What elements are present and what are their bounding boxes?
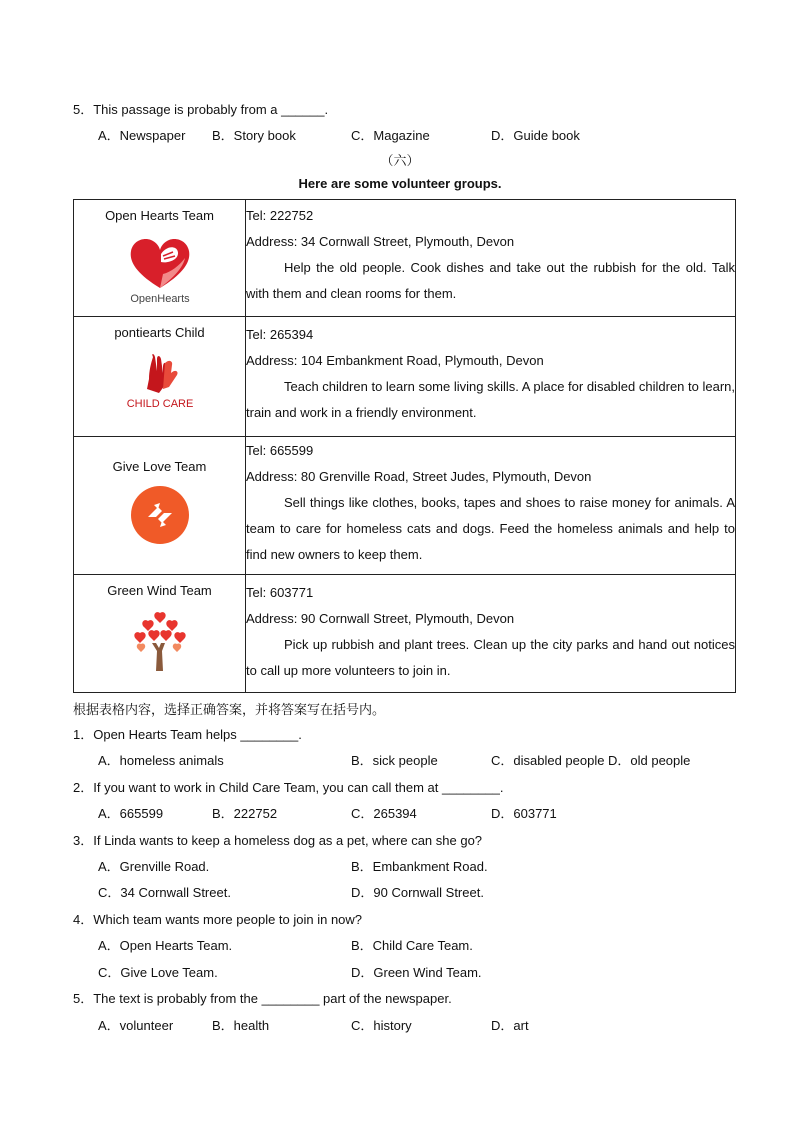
team-cell <box>74 575 246 693</box>
q1-option-d: D．old people <box>608 753 691 768</box>
team-address: Address: 80 Grenville Road, Street Judes, Plymouth, Devon <box>246 469 592 484</box>
team-description: Pick up rubbish and plant trees. Clean up the city parks and hand out notices to call up more volunteers to join in. <box>246 637 735 678</box>
team-tel: Tel: 265394 <box>246 327 314 342</box>
q5-option-a: A．volunteer <box>98 1018 174 1033</box>
open-hearts-logo-text: OpenHearts <box>129 293 190 304</box>
q2-option-b: B．222752 <box>212 806 278 821</box>
q4-option-d: D．Green Wind Team. <box>351 965 482 980</box>
team-address: Address: 104 Embankment Road, Plymouth, Devon <box>246 353 544 368</box>
team-description: Sell things like clothes, books, tapes and shoes to raise money for animals. A team to care for homeless cats and dogs. Feed the homeless animals and help to find new owners to keep them. <box>246 495 735 562</box>
section-number: （六） <box>380 153 420 168</box>
question-4: 4．Which team wants more people to join in now? <box>73 912 363 927</box>
child-care-logo-icon <box>125 349 195 413</box>
team-name: Give Love Team <box>112 459 207 474</box>
question-5: 5．The text is probably from the ________ part of the newspaper. <box>73 991 452 1006</box>
volunteer-table <box>73 199 736 693</box>
team-info-cell <box>246 575 736 693</box>
q2-option-d: D．603771 <box>491 806 557 821</box>
team-row <box>74 317 736 437</box>
prev-option-c: C．Magazine <box>351 128 430 143</box>
q2-option-a: A．665599 <box>98 806 164 821</box>
team-name: Open Hearts Team <box>105 208 214 223</box>
green-wind-tree-icon <box>130 607 190 673</box>
q2-option-c: C．265394 <box>351 806 417 821</box>
team-name: Green Wind Team <box>107 583 212 598</box>
question-3: 3．If Linda wants to keep a homeless dog as a pet, where can she go? <box>73 833 483 848</box>
q1-option-b: B．sick people <box>351 753 438 768</box>
team-address: Address: 34 Cornwall Street, Plymouth, Devon <box>246 234 515 249</box>
open-hearts-logo-icon <box>125 232 195 304</box>
prev-option-d: D．Guide book <box>491 128 580 143</box>
q3-option-d: D．90 Cornwall Street. <box>351 885 484 900</box>
q4-option-b: B．Child Care Team. <box>351 938 473 953</box>
prev-option-a: A．Newspaper <box>98 128 186 143</box>
q3-option-c: C．34 Cornwall Street. <box>98 885 231 900</box>
team-info-cell <box>246 437 736 575</box>
team-info-cell <box>246 200 736 317</box>
child-care-logo-text: CHILD CARE <box>126 398 193 410</box>
q5-option-d: D．art <box>491 1018 529 1033</box>
q5-option-b: B．health <box>212 1018 270 1033</box>
q4-option-c: C．Give Love Team. <box>98 965 218 980</box>
team-cell <box>74 437 246 575</box>
team-cell <box>74 200 246 317</box>
team-cell <box>74 317 246 437</box>
team-tel: Tel: 665599 <box>246 443 314 458</box>
instruction: 根据表格内容，选择正确答案，并将答案写在括号内。 <box>73 702 386 717</box>
team-row <box>74 575 736 693</box>
prev-option-b: B．Story book <box>212 128 296 143</box>
q5-option-c: C．history <box>351 1018 412 1033</box>
question-1: 1．Open Hearts Team helps ________. <box>73 727 302 742</box>
question-2: 2．If you want to work in Child Care Team, you can call them at ________. <box>73 780 504 795</box>
q1-option-c: C．disabled people <box>491 753 605 768</box>
q3-option-b: B．Embankment Road. <box>351 859 488 874</box>
team-tel: Tel: 603771 <box>246 585 314 600</box>
q1-option-a: A．homeless animals <box>98 753 224 768</box>
team-row <box>74 437 736 575</box>
q4-option-a: A．Open Hearts Team. <box>98 938 233 953</box>
team-name: pontiearts Child <box>114 325 205 340</box>
give-love-logo-icon <box>130 485 190 545</box>
team-description: Teach children to learn some living skills. A place for disabled children to learn, train and work in a friendly environment. <box>246 379 735 420</box>
section-title: Here are some volunteer groups. <box>298 176 502 191</box>
team-description: Help the old people. Cook dishes and take out the rubbish for the old. Talk with them and clean rooms for them. <box>246 260 735 301</box>
q3-option-a: A．Grenville Road. <box>98 859 210 874</box>
team-info-cell <box>246 317 736 437</box>
team-tel: Tel: 222752 <box>246 208 314 223</box>
team-address: Address: 90 Cornwall Street, Plymouth, Devon <box>246 611 515 626</box>
team-row <box>74 200 736 317</box>
prev-question-5: 5．This passage is probably from a ______. <box>73 102 329 117</box>
